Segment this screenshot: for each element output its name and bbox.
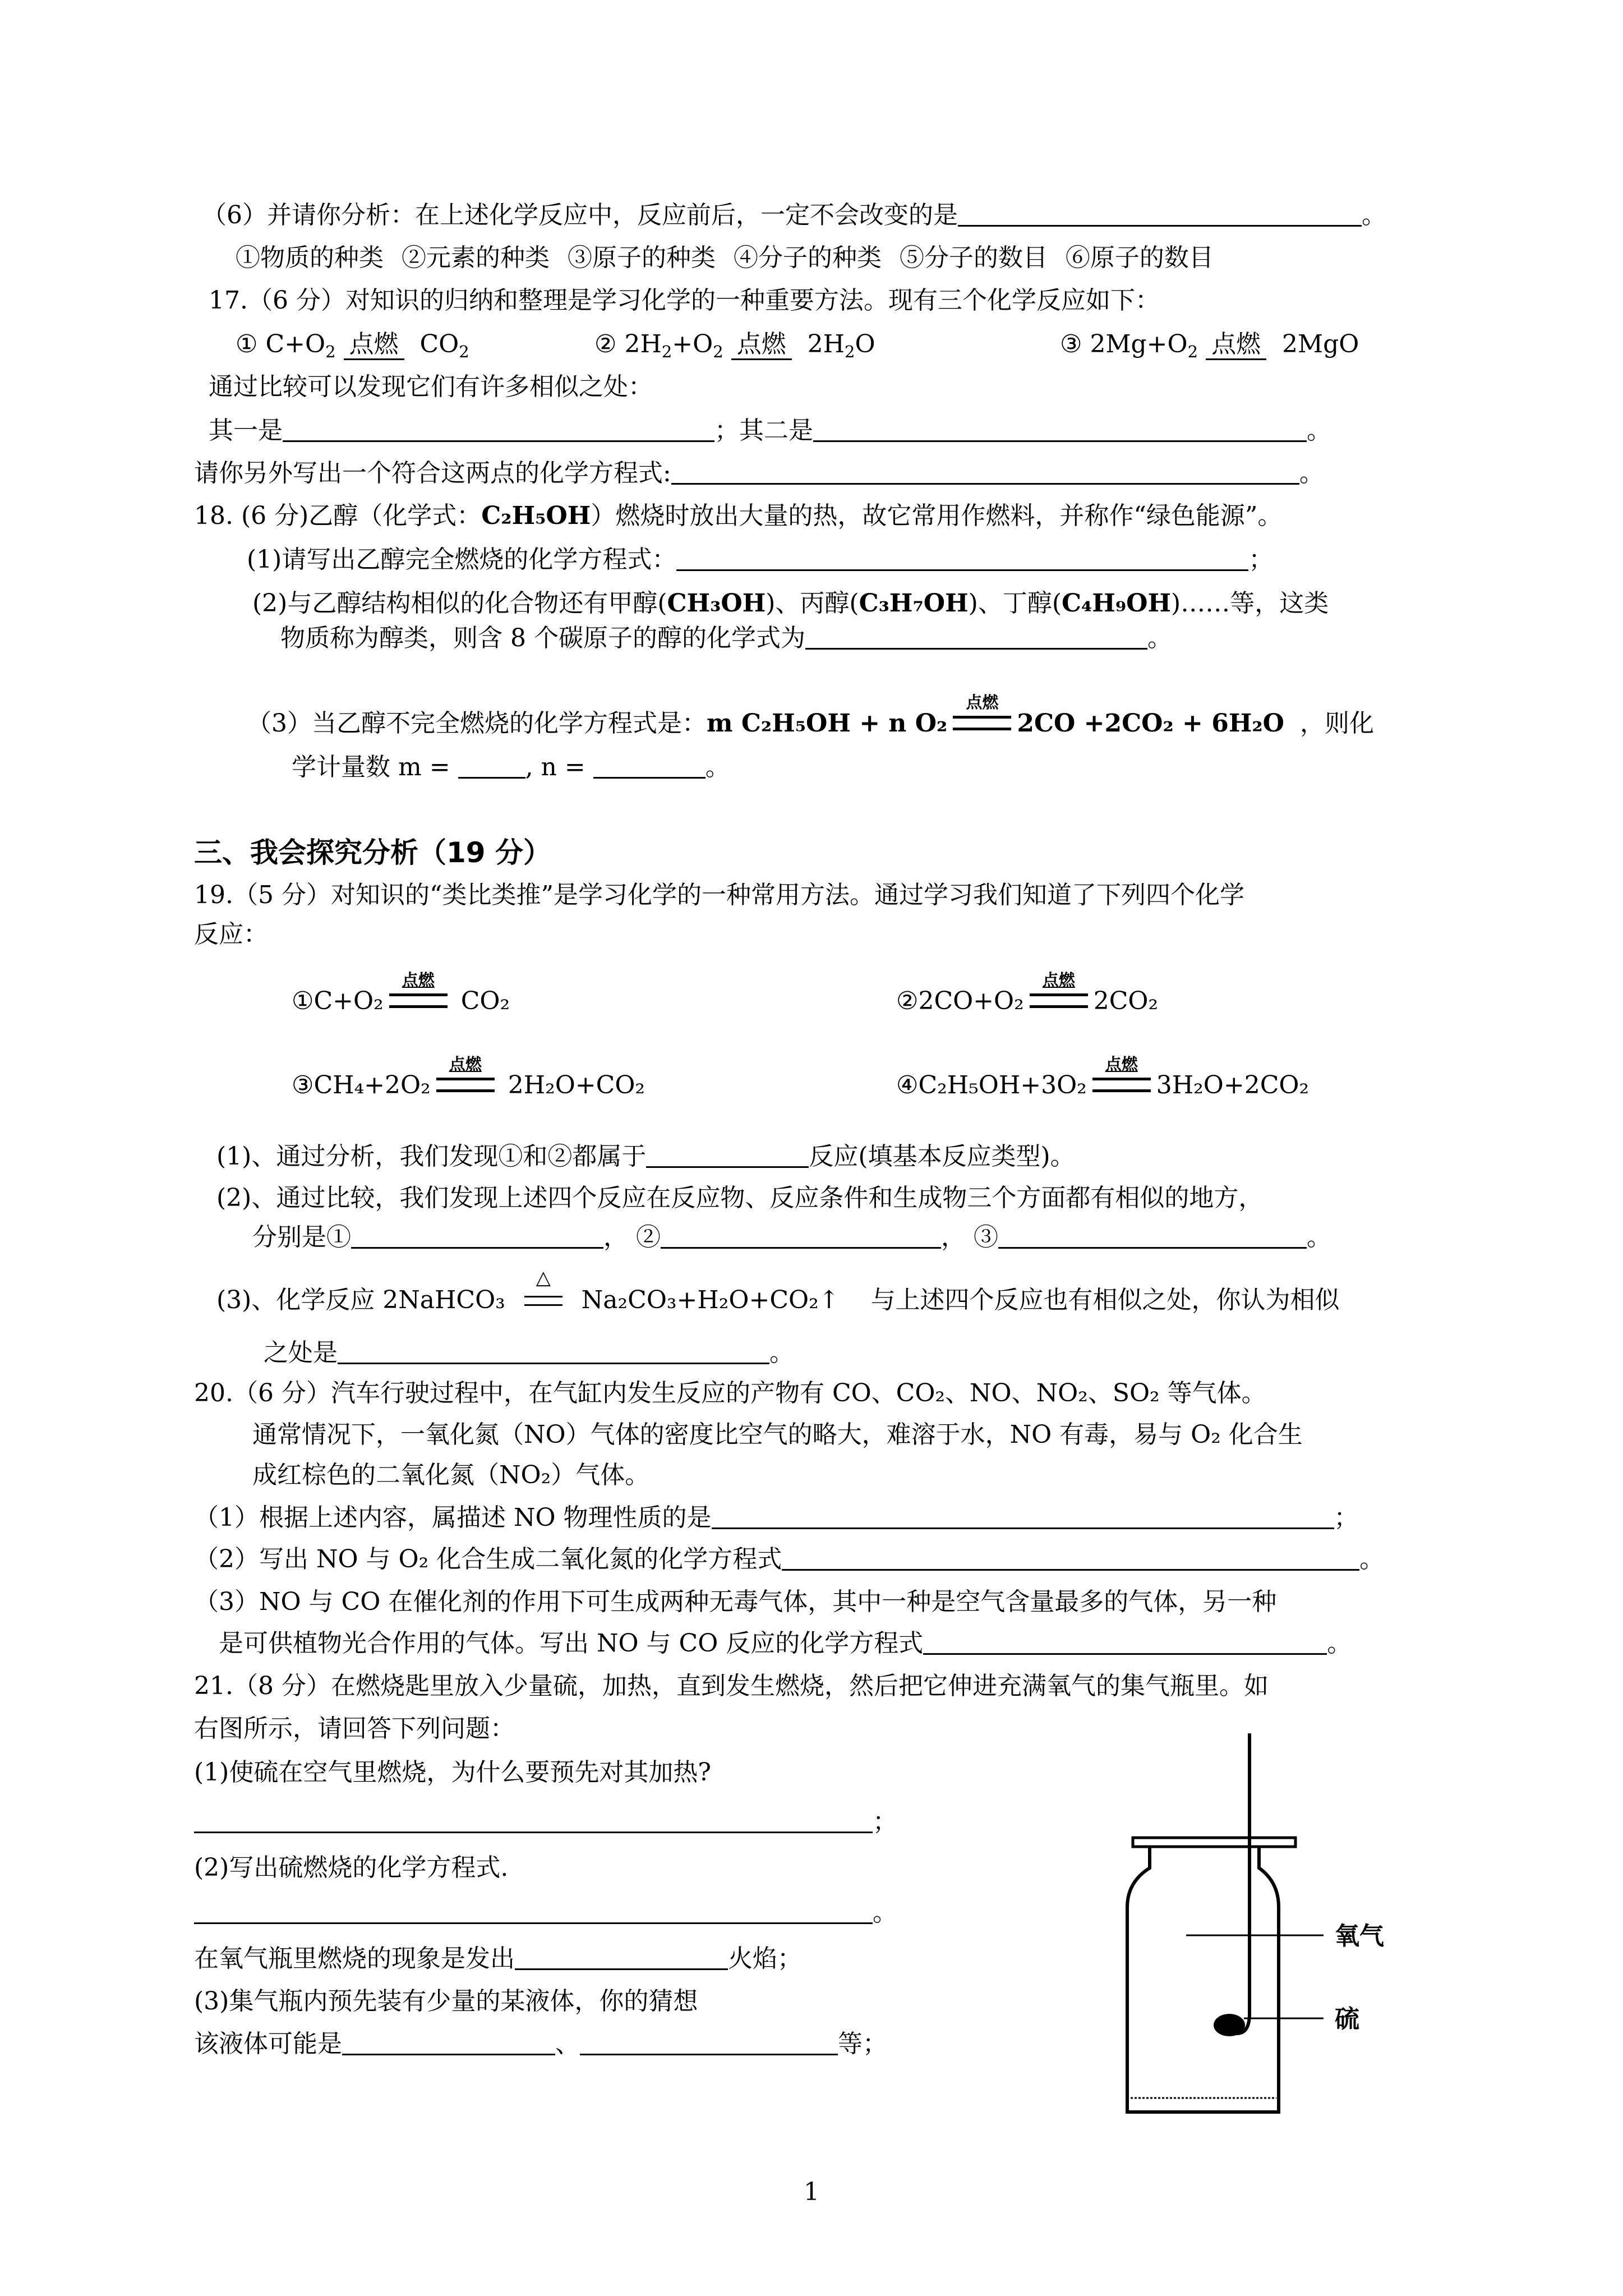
q19-p2: (2)、通过比较，我们发现上述四个反应在反应物、反应条件和生成物三个方面都有相似的地方， xyxy=(216,1184,1264,1212)
oxygen-label: 氧气 xyxy=(1335,1922,1384,1950)
q19-r2-right: 2CO₂ xyxy=(1093,987,1159,1015)
q21-p2: (2)写出硫燃烧的化学方程式. xyxy=(194,1853,509,1882)
q20-p2-blank[interactable] xyxy=(782,1544,1359,1571)
q19-r3-equals xyxy=(436,1078,495,1092)
q20-title: 20.（6 分）汽车行驶过程中，在气缸内发生反应的产物有 CO、CO₂、NO、NO₂、SO₂ 等气体。 xyxy=(194,1379,1266,1407)
q20-p3-line2 xyxy=(219,1627,1352,1660)
q19-title: 19.（5 分）对知识的“类比类推”是学习化学的一种常用方法。通过学习我们知道了下列四个化学 xyxy=(194,881,1244,909)
q21-p2b xyxy=(194,1942,802,1976)
q19-r2-cond: 点燃 xyxy=(1042,970,1075,990)
q17-first-label: 其一是 xyxy=(209,416,283,445)
q19-p2-label-1: 分别是① xyxy=(252,1223,351,1251)
sulfur-lump xyxy=(1214,2014,1245,2036)
q20-p3: （3）NO 与 CO 在催化剂的作用下可生成两种无毒气体，其中一种是空气含量最多的气体，另一种 xyxy=(194,1588,1277,1616)
q17-reaction-3: ③ $2Mg+O_2$ 点燃 2MgO xyxy=(1060,330,1359,361)
q19-p2-label-3: ， ③ xyxy=(941,1223,998,1251)
q21-title2: 右图所示，请回答下列问题： xyxy=(194,1714,515,1743)
q19-title2: 反应： xyxy=(194,920,268,949)
q21-p2-answer xyxy=(194,1896,897,1930)
q18-p2-butanol: C₄H₉OH xyxy=(1062,589,1172,618)
q17-r2-right: 2H xyxy=(807,330,845,358)
q21-p3-end: 等； xyxy=(838,2030,887,2058)
q17-r2-left: 2H xyxy=(624,330,662,358)
q21-p3: (3)集气瓶内预先装有少量的某液体，你的猜想 xyxy=(194,1987,698,2016)
q19-p3-blank[interactable] xyxy=(338,1338,769,1364)
q18-p2 xyxy=(252,587,1329,620)
q19-p2-blank-1[interactable] xyxy=(351,1222,603,1249)
q17-r2-cond: 点燃 xyxy=(731,330,792,360)
q19-r1-condition xyxy=(386,970,451,1013)
q18-p2b: )、丙醇( xyxy=(766,589,859,618)
q19-r2-equals xyxy=(1030,993,1088,1008)
q18-p2a: (2)与乙醇结构相似的化合物还有甲醇( xyxy=(252,589,667,618)
q19-p2-line2 xyxy=(252,1221,1331,1254)
q18-title xyxy=(194,499,1282,533)
q19-r1-cond: 点燃 xyxy=(402,970,435,990)
q17-title: 17.（6 分）对知识的归纳和整理是学习化学的一种重要方法。现有三个化学反应如下： xyxy=(209,286,1160,315)
q21-p2-blank[interactable] xyxy=(194,1898,873,1924)
sulfur-label: 硫 xyxy=(1335,2005,1359,2033)
q21-p2b-text: 在氧气瓶里燃烧的现象是发出 xyxy=(194,1944,515,1973)
q17-r1-right: CO xyxy=(419,330,459,358)
q21-liquid-blank-2[interactable] xyxy=(580,2029,838,2055)
q17-second-label: ；其二是 xyxy=(714,416,813,445)
q19-r1-right: CO₂ xyxy=(460,987,510,1015)
q21-p3-line2-text: 该液体可能是 xyxy=(194,2030,342,2058)
q19-r1-left: ①C+O₂ xyxy=(292,987,384,1015)
q18-m-blank[interactable] xyxy=(458,752,525,779)
q18-p3-n-label: , n = xyxy=(525,753,593,781)
q17-r3-left: 2Mg+O xyxy=(1090,330,1188,358)
q19-r1-equals xyxy=(389,993,448,1008)
q20-p1-blank[interactable] xyxy=(712,1503,1334,1529)
q17-write xyxy=(194,457,1324,490)
q18-title-a: 18. (6 分)乙醇（化学式： xyxy=(194,501,482,530)
q17-compare: 通过比较可以发现它们有许多相似之处： xyxy=(209,372,653,401)
gas-jar xyxy=(1127,1847,1279,2112)
q19-p1b: 反应(填基本反应类型)。 xyxy=(809,1142,1075,1171)
q17-write-label: 请你另外写出一个符合这两点的化学方程式: xyxy=(194,459,671,487)
q18-p2-line2 xyxy=(280,622,1172,655)
q19-r3-condition xyxy=(433,1055,498,1097)
q18-p3-eq-left: m C₂H₅OH + n O₂ xyxy=(707,709,948,738)
q20-p3-end: 。 xyxy=(1327,1629,1352,1658)
q19-reaction-3 xyxy=(292,1055,645,1102)
glass-lid xyxy=(1133,1838,1295,1847)
q20-line3: 成红棕色的二氧化氮（NO₂）气体。 xyxy=(252,1461,650,1489)
q18-p3-end: 。 xyxy=(705,753,730,781)
q21-p1-end: ； xyxy=(873,1807,897,1836)
q19-reaction-1 xyxy=(292,970,510,1018)
q21-flame-blank[interactable] xyxy=(515,1944,728,1970)
q17-second-blank[interactable] xyxy=(813,416,1307,442)
q20-p2 xyxy=(194,1543,1384,1576)
q16-6-end: 。 xyxy=(1362,201,1386,229)
q19-p2-end: 。 xyxy=(1307,1223,1331,1251)
q16-6-options: ①物质的种类 ②元素的种类 ③原子的种类 ④分子的种类 ⑤分子的数目 ⑥原子的数目 xyxy=(236,243,1214,272)
q17-first-blank[interactable] xyxy=(283,416,714,442)
q21-p3-sep: 、 xyxy=(555,2030,580,2058)
q17-reaction-1: ① $C+O_2$ 点燃 $CO_2$ xyxy=(236,330,469,361)
q19-r3-left: ③CH₄+2O₂ xyxy=(292,1071,431,1099)
q17-r1-cond: 点燃 xyxy=(344,330,404,360)
q19-r4-equals xyxy=(1092,1078,1151,1092)
q19-p3b: Na₂CO₃+H₂O+CO₂↑ xyxy=(581,1286,840,1314)
q19-p3-line2 xyxy=(264,1336,794,1370)
q18-p2-methanol: CH₃OH xyxy=(667,589,766,618)
q18-p1-end: ； xyxy=(1248,545,1274,574)
q18-p3-equals xyxy=(953,716,1011,730)
q17-r2-num: ② xyxy=(594,330,617,358)
q19-r4-left: ④C₂H₅OH+3O₂ xyxy=(896,1071,1087,1099)
q19-p1-blank[interactable] xyxy=(646,1142,809,1168)
q18-p1 xyxy=(247,543,1273,577)
q18-p3-cond-label: 点燃 xyxy=(966,693,999,712)
q18-p2c: )、丁醇( xyxy=(968,589,1062,618)
q18-p2-end: 。 xyxy=(1147,624,1172,652)
q19-p1 xyxy=(216,1140,1075,1174)
q19-p2-label-2: ， ② xyxy=(603,1223,661,1251)
q19-p3-condition xyxy=(521,1267,566,1312)
q20-line2: 通常情况下，一氧化氮（NO）气体的密度比空气的略大，难溶于水，NO 有毒，易与 O₂ 化合生 xyxy=(252,1420,1303,1449)
q19-r2-condition xyxy=(1026,970,1091,1013)
q21-p2-end: 。 xyxy=(873,1898,897,1927)
q19-reaction-4 xyxy=(896,1055,1310,1102)
q19-p2-blank-2[interactable] xyxy=(661,1222,941,1249)
q20-p2-text: （2）写出 NO 与 O₂ 化合生成二氧化氮的化学方程式 xyxy=(194,1545,782,1573)
q18-title-formula: C₂H₅OH xyxy=(481,501,591,530)
q20-p2-end: 。 xyxy=(1359,1545,1385,1573)
q18-p2-propanol: C₃H₇OH xyxy=(859,589,969,618)
q19-r3-cond: 点燃 xyxy=(449,1055,482,1074)
q17-write-blank[interactable] xyxy=(671,458,1299,485)
gas-jar-figure xyxy=(1110,1733,1436,2126)
q19-p1a: (1)、通过分析，我们发现①和②都属于 xyxy=(216,1142,647,1171)
q16-6-line xyxy=(202,199,1386,232)
page-number: 1 xyxy=(804,2178,819,2206)
q17-r2-right2: O xyxy=(855,330,875,358)
q17-r2-mid: +O xyxy=(672,330,713,358)
q19-p3-heat: △ xyxy=(536,1267,551,1289)
q18-title-b: ）燃烧时放出大量的热，故它常用作燃料，并称作“绿色能源”。 xyxy=(591,501,1283,530)
q19-r4-right: 3H₂O+2CO₂ xyxy=(1156,1071,1310,1099)
q21-p2b-end: 火焰； xyxy=(728,1944,802,1973)
q18-p3-m-label: 学计量数 m = xyxy=(292,753,458,781)
q17-r3-num: ③ xyxy=(1060,330,1082,358)
q18-p3a: （3）当乙醇不完全燃烧的化学方程式是： xyxy=(247,709,707,738)
q18-p3-line2 xyxy=(292,751,730,784)
q21-title: 21.（8 分）在燃烧匙里放入少量硫，加热，直到发生燃烧，然后把它伸进充满氧气的集气瓶里。如 xyxy=(194,1672,1269,1700)
q19-p3c: 与上述四个反应也有相似之处，你认为相似 xyxy=(870,1286,1340,1314)
q17-end: 。 xyxy=(1307,416,1331,445)
q16-6-text: （6）并请你分析：在上述化学反应中，反应前后，一定不会改变的是 xyxy=(202,201,958,229)
q17-r3-cond: 点燃 xyxy=(1206,330,1266,360)
q17-r1-num: ① xyxy=(236,330,258,358)
q20-p3-line2-text: 是可供植物光合作用的气体。写出 NO 与 CO 反应的化学方程式 xyxy=(219,1629,924,1658)
q19-p3a: (3)、化学反应 2NaHCO₃ xyxy=(216,1286,505,1314)
q19-r2-left: ②2CO+O₂ xyxy=(896,987,1024,1015)
q17-r3-right: 2MgO xyxy=(1282,330,1359,358)
q19-p3 xyxy=(216,1267,1340,1317)
q18-p1-blank[interactable] xyxy=(676,545,1248,571)
q18-p3b: ，则化 xyxy=(1300,709,1374,738)
q19-p3-line2-text: 之处是 xyxy=(264,1338,338,1367)
q19-r4-cond: 点燃 xyxy=(1105,1055,1138,1074)
q21-p1: (1)使硫在空气里燃烧，为什么要预先对其加热? xyxy=(194,1758,711,1787)
q18-p2d: )……等，这类 xyxy=(1171,589,1329,618)
q18-n-blank[interactable] xyxy=(593,752,706,779)
q17-r1-left: C+O xyxy=(265,330,326,358)
q18-p2-blank[interactable] xyxy=(805,623,1147,650)
q18-p3-eq-right: 2CO +2CO₂ + 6H₂O xyxy=(1017,709,1285,738)
q19-r4-condition xyxy=(1089,1055,1154,1097)
q17-write-end: 。 xyxy=(1299,459,1324,487)
q20-p1 xyxy=(194,1501,1359,1535)
q20-p3-blank[interactable] xyxy=(923,1628,1327,1655)
gas-jar-drawing xyxy=(1110,1733,1436,2126)
q18-p3-condition xyxy=(949,693,1015,735)
q16-6-answer-blank[interactable] xyxy=(958,200,1362,227)
q20-p1-text: （1）根据上述内容，属描述 NO 物理性质的是 xyxy=(194,1503,712,1532)
q18-p2-line2-text: 物质称为醇类，则含 8 个碳原子的醇的化学式为 xyxy=(280,624,805,652)
q17-reaction-2: ② $2H_2+O_2$ 点燃 $2H_2O$ xyxy=(594,330,875,361)
q19-p3-end: 。 xyxy=(769,1338,794,1367)
q17-similarities xyxy=(209,414,1331,448)
section-3-heading: 三、我会探究分析（19 分） xyxy=(194,836,551,869)
q21-p3-line2 xyxy=(194,2027,887,2061)
q19-p2-blank-3[interactable] xyxy=(998,1222,1307,1249)
q19-p3-equals xyxy=(524,1296,562,1306)
q18-p3 xyxy=(247,693,1374,740)
q21-p1-answer xyxy=(194,1805,897,1839)
q19-r3-right: 2H₂O+CO₂ xyxy=(508,1071,645,1099)
q19-reaction-2 xyxy=(896,970,1159,1018)
q20-p1-end: ； xyxy=(1334,1503,1359,1532)
q21-p1-blank[interactable] xyxy=(194,1807,873,1833)
q18-p1-text: (1)请写出乙醇完全燃烧的化学方程式： xyxy=(247,545,677,574)
q21-liquid-blank-1[interactable] xyxy=(342,2029,555,2055)
